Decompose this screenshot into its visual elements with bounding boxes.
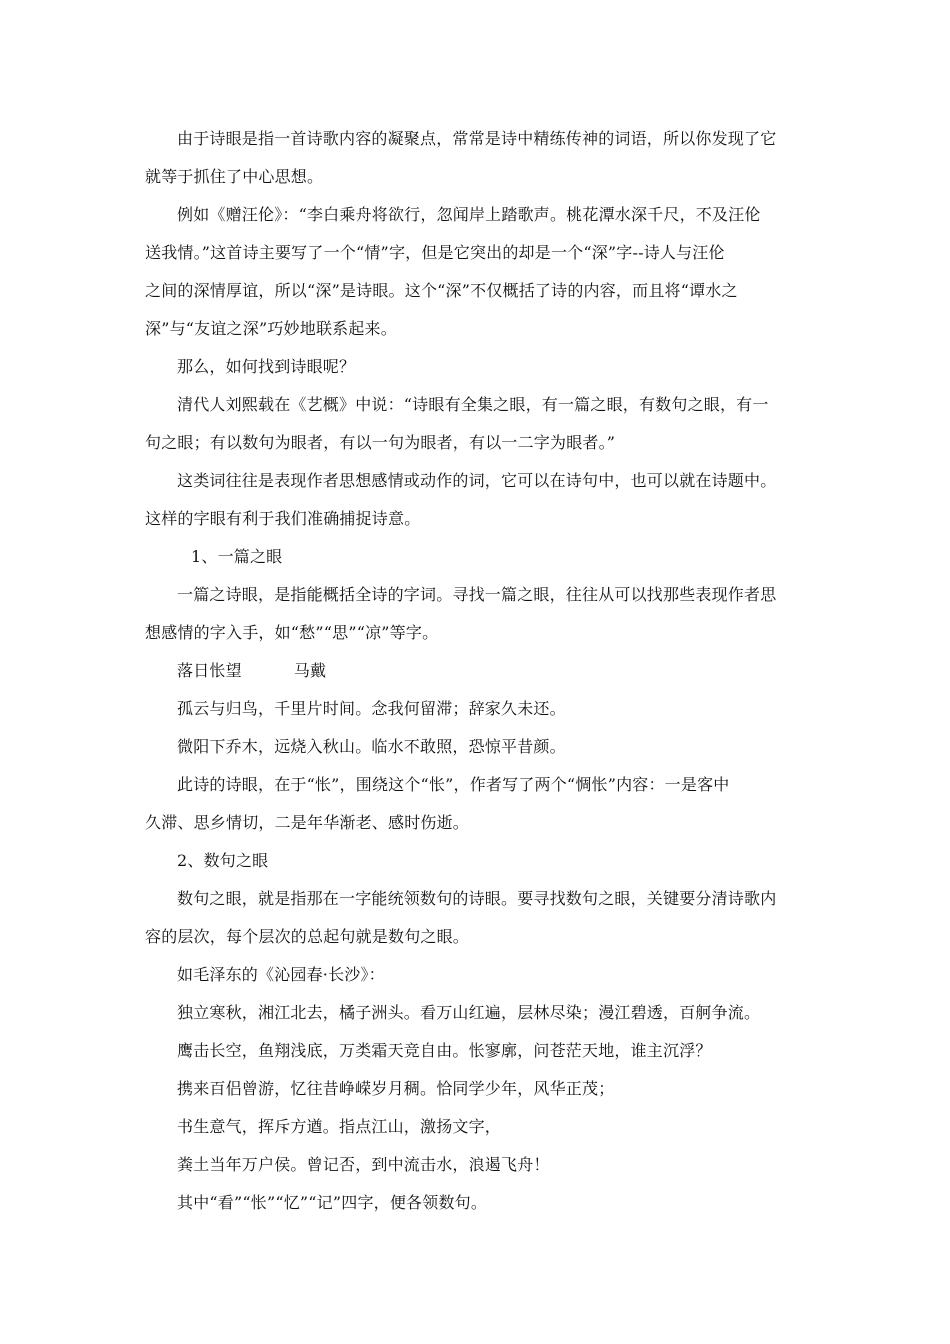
section-heading: 2、数句之眼 xyxy=(177,851,269,870)
poem-line: 鹰击长空，鱼翔浅底，万类霜天竞自由。怅寥廓，问苍茫天地，谁主沉浮？ xyxy=(177,1041,712,1060)
poem-title: 落日怅望 xyxy=(177,661,242,680)
paragraph-line: 由于诗眼是指一首诗歌内容的凝聚点，常常是诗中精练传神的词语，所以你发现了它 xyxy=(177,129,777,148)
paragraph-line: 之间的深情厚谊，所以“深”是诗眼。这个“深”不仅概括了诗的内容，而且将“谭水之 xyxy=(145,281,738,300)
paragraph-line: 此诗的诗眼，在于“怅”，围绕这个“怅”，作者写了两个“惆怅”内容：一是客中 xyxy=(177,775,730,794)
poem-line: 书生意气，挥斥方遒。指点江山，激扬文字， xyxy=(177,1117,502,1136)
paragraph-line: 其中“看”“怅”“忆”“记”四字，便各领数句。 xyxy=(177,1193,488,1212)
paragraph-line: 这样的字眼有利于我们准确捕捉诗意。 xyxy=(145,509,421,528)
poem-line: 粪土当年万户侯。曾记否，到中流击水，浪遏飞舟！ xyxy=(177,1155,550,1174)
paragraph-line: 就等于抓住了中心思想。 xyxy=(145,167,324,186)
document-body xyxy=(145,120,810,1222)
paragraph-line: 容的层次，每个层次的总起句就是数句之眼。 xyxy=(145,927,470,946)
paragraph-line: 数句之眼，就是指那在一字能统领数句的诗眼。要寻找数句之眼，关键要分清诗歌内 xyxy=(177,889,777,908)
paragraph-line: 这类词往往是表现作者思想感情或动作的词，它可以在诗句中，也可以就在诗题中。 xyxy=(177,471,777,490)
paragraph-line: 例如《赠汪伦》：“李白乘舟将欲行，忽闻岸上踏歌声。桃花潭水深千尺，不及汪伦 xyxy=(177,205,761,224)
paragraph-line: 句之眼；有以数句为眼者，有以一句为眼者，有以一二字为眼者。” xyxy=(145,433,616,452)
poem-title-line xyxy=(145,652,810,690)
poem-line: 携来百侣曾游，忆往昔峥嵘岁月稠。恰同学少年，风华正茂； xyxy=(177,1079,615,1098)
paragraph-line: 一篇之诗眼，是指能概括全诗的字词。寻找一篇之眼，往往从可以找那些表现作者思 xyxy=(177,585,777,604)
paragraph-line: 送我情。”这首诗主要写了一个“情”字，但是它突出的却是一个“深”字--诗人与汪伦 xyxy=(145,243,725,262)
poem-author: 马戴 xyxy=(293,661,327,680)
paragraph-line: 那么，如何找到诗眼呢？ xyxy=(177,357,356,376)
poem-line: 孤云与归鸟，千里片时间。念我何留滞；辞家久未还。 xyxy=(177,699,566,718)
paragraph-line: 如毛泽东的《沁园春·长沙》： xyxy=(177,965,385,984)
section-heading: 1、一篇之眼 xyxy=(191,547,283,566)
poem-line: 微阳下乔木，远烧入秋山。临水不敢照，恐惊平昔颜。 xyxy=(177,737,566,756)
paragraph-line: 清代人刘熙载在《艺概》中说：“诗眼有全集之眼，有一篇之眼，有数句之眼，有一 xyxy=(177,395,769,414)
paragraph-line: 久滞、思乡情切，二是年华渐老、感时伤逝。 xyxy=(145,813,470,832)
poem-line: 独立寒秋，湘江北去，橘子洲头。看万山红遍，层林尽染；漫江碧透，百舸争流。 xyxy=(177,1003,761,1022)
paragraph-line: 深”与“友谊之深”巧妙地联系起来。 xyxy=(145,319,397,338)
paragraph-line: 想感情的字入手，如“愁”“思”“凉”等字。 xyxy=(145,623,439,642)
